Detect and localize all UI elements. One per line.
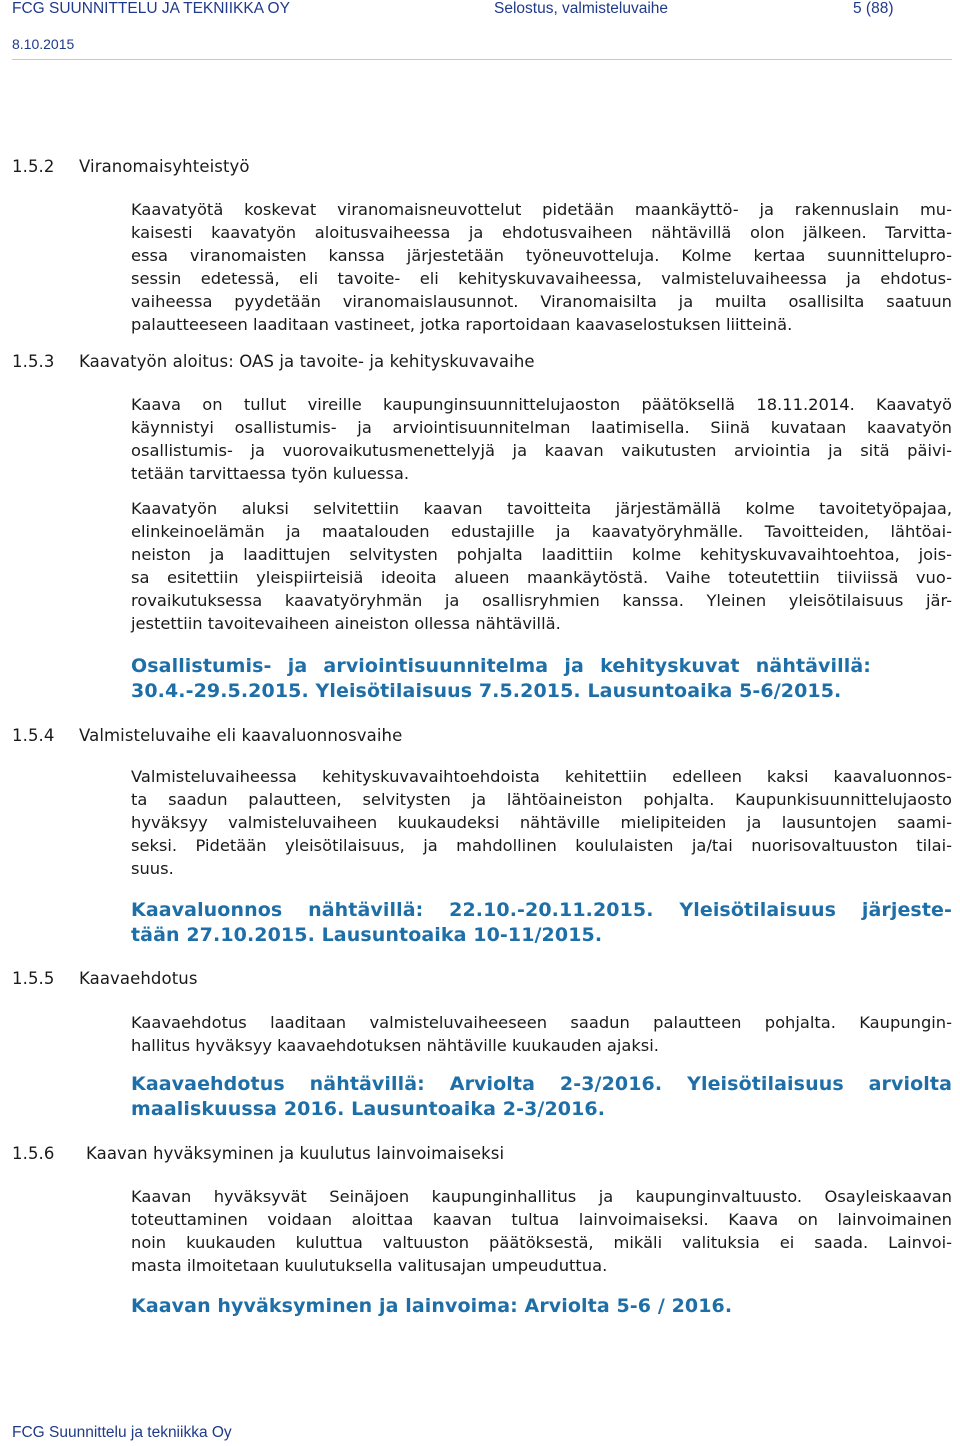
- paragraph-line: Kaavatyötä koskevat viranomaisneuvottelut pidetään maankäyttö- ja rakennuslain mu-: [131, 200, 952, 219]
- section-number: 1.5.4: [12, 726, 55, 745]
- paragraph-line: seksi. Pidetään yleisötilaisuus, ja mahdollinen koululaisten ja/tai nuorisovaltuuston tilai-: [131, 836, 952, 856]
- highlight-line: Kaavaehdotus nähtävillä: Arviolta 2-3/2016. Yleisötilaisuus arviolta: [131, 1073, 952, 1095]
- section-title: Viranomaisyhteistyö: [79, 157, 250, 176]
- paragraph-line: Kaavaehdotus laaditaan valmisteluvaiheeseen saadun palautteen pohjalta. Kaupungin-: [131, 1013, 952, 1032]
- section-number: 1.5.3: [12, 352, 55, 371]
- highlight-line: Kaavan hyväksyminen ja lainvoima: Arviolta 5-6 / 2016.: [131, 1295, 733, 1317]
- paragraph-line: noin kuukauden kuluttua valtuuston päätöksestä, mikäli valituksia ei saada. Lainvoi-: [131, 1233, 952, 1253]
- header-date: 8.10.2015: [12, 36, 75, 52]
- paragraph-tavoitetyopajat: [131, 497, 952, 636]
- paragraph-vireille: [131, 393, 952, 485]
- section-number: 1.5.2: [12, 157, 55, 176]
- paragraph-valmisteluvaihe: [131, 765, 952, 880]
- header-page-number: 5 (88): [853, 0, 894, 17]
- highlight-luonnos-schedule: [131, 898, 952, 947]
- paragraph-hyvaksyminen: [131, 1185, 952, 1277]
- header-divider: [12, 59, 952, 60]
- section-title: Kaavatyön aloitus: OAS ja tavoite- ja kehityskuvavaihe: [79, 352, 535, 371]
- paragraph-line: osallistumis- ja vuorovaikutusmenettelyjä ja kaavan vaikutusten arviointia ja sitä päivi-: [131, 441, 952, 461]
- paragraph-line: suus.: [131, 859, 174, 879]
- paragraph-line: Kaavatyön aluksi selvitettiin kaavan tavoitteita järjestämällä kolme tavoitetyöpajaa,: [131, 499, 952, 518]
- paragraph-line: Kaava on tullut vireille kaupunginsuunnittelujaoston päätöksellä 18.11.2014. Kaavatyö: [131, 395, 952, 414]
- paragraph-line: sessin edetessä, eli tavoite- eli kehityskuvavaiheessa, valmisteluvaiheessa ja ehdotus-: [131, 269, 952, 289]
- paragraph-line: Kaavan hyväksyvät Seinäjoen kaupunginhallitus ja kaupunginvaltuusto. Osayleiskaavan: [131, 1187, 952, 1206]
- section-title: Valmisteluvaihe eli kaavaluonnosvaihe: [79, 726, 403, 745]
- paragraph-line: käynnistyi osallistumis- ja arviointisuunnitelman laatimisella. Siinä kuvataan kaavatyön: [131, 418, 952, 438]
- paragraph-line: jestettiin tavoitevaiheen aineiston ollessa nähtävillä.: [131, 614, 561, 634]
- paragraph-line: ta saadun palautteen, selvitysten ja lähtöaineiston pohjalta. Kaupunkisuunnittelujaosto: [131, 790, 952, 810]
- section-heading-1-5-6: [12, 1144, 504, 1163]
- section-number: 1.5.6: [12, 1144, 55, 1163]
- paragraph-line: sa esitettiin yleispiirteisiä ideoita alueen maankäytöstä. Vaihe toteutettiin tiiviissä vuo-: [131, 568, 952, 588]
- section-heading-1-5-5: [12, 969, 198, 988]
- section-heading-1-5-3: [12, 352, 535, 371]
- highlight-line: maaliskuussa 2016. Lausuntoaika 2-3/2016.: [131, 1097, 606, 1120]
- section-heading-1-5-4: [12, 726, 402, 745]
- paragraph-line: neiston ja laadittujen selvitysten pohjalta laadittiin kolme kehityskuvavaihtoehtoa, jois-: [131, 545, 952, 565]
- paragraph-line: hyväksyy valmisteluvaiheen kuukaudeksi nähtäville mielipiteiden ja lausuntojen saami-: [131, 813, 952, 833]
- paragraph-line: kaisesti kaavatyön aloitusvaiheessa ja ehdotusvaiheen nähtävillä olon jälkeen. Tarvitta-: [131, 223, 952, 243]
- paragraph-line: rovaikutuksessa kaavatyöryhmän ja osallisryhmien kanssa. Yleinen yleisötilaisuus jär-: [131, 591, 952, 611]
- paragraph-line: Valmisteluvaiheessa kehityskuvavaihtoehdoista kehitettiin edelleen kaksi kaavaluonnos-: [131, 767, 952, 786]
- section-title: Kaavaehdotus: [79, 969, 198, 988]
- paragraph-line: elinkeinoelämän ja maatalouden edustajille ja kaavatyöryhmälle. Tavoitteiden, lähtöai-: [131, 522, 952, 542]
- highlight-line: Osallistumis- ja arviointisuunnitelma ja kehityskuvat nähtävillä:: [131, 655, 871, 677]
- highlight-line: 30.4.-29.5.2015. Yleisötilaisuus 7.5.2015. Lausuntoaika 5-6/2015.: [131, 679, 842, 702]
- highlight-ehdotus-schedule: [131, 1072, 952, 1121]
- paragraph-line: vaiheessa pyydetään viranomaislausunnot. Viranomaisilta ja muilta osallisilta saatuun: [131, 292, 952, 312]
- paragraph-kaavaehdotus: [131, 1011, 952, 1057]
- paragraph-line: hallitus hyväksyy kaavaehdotuksen nähtäville kuukauden ajaksi.: [131, 1036, 659, 1056]
- header-doc-title: Selostus, valmisteluvaihe: [494, 0, 669, 17]
- section-heading-1-5-2: [12, 157, 250, 176]
- highlight-line: Kaavaluonnos nähtävillä: 22.10.-20.11.2015. Yleisötilaisuus järjeste-: [131, 899, 952, 921]
- header-company: FCG SUUNNITTELU JA TEKNIIKKA OY: [12, 0, 290, 17]
- paragraph-line: tetään tarvittaessa työn kuluessa.: [131, 464, 410, 484]
- section-title: Kaavan hyväksyminen ja kuulutus lainvoimaiseksi: [86, 1144, 505, 1163]
- highlight-hyvaksyminen-schedule: [131, 1294, 952, 1319]
- section-number: 1.5.5: [12, 969, 55, 988]
- paragraph-line: palautteeseen laaditaan vastineet, jotka raportoidaan kaavaselostuksen liitteinä.: [131, 315, 793, 335]
- paragraph-line: masta ilmoitetaan kuulutuksella valitusajan umpeuduttua.: [131, 1256, 608, 1276]
- highlight-line: tään 27.10.2015. Lausuntoaika 10-11/2015.: [131, 923, 603, 946]
- paragraph-viranomaisyhteistyo: [131, 198, 952, 337]
- paragraph-line: toteuttaminen voidaan aloittaa kaavan tultua lainvoimaiseksi. Kaava on lainvoimainen: [131, 1210, 952, 1230]
- footer-company: FCG Suunnittelu ja tekniikka Oy: [12, 1424, 232, 1441]
- highlight-oas-schedule: [131, 654, 871, 703]
- paragraph-line: essa viranomaisten kanssa järjestetään työneuvotteluja. Kolme kertaa suunnittelupro-: [131, 246, 952, 266]
